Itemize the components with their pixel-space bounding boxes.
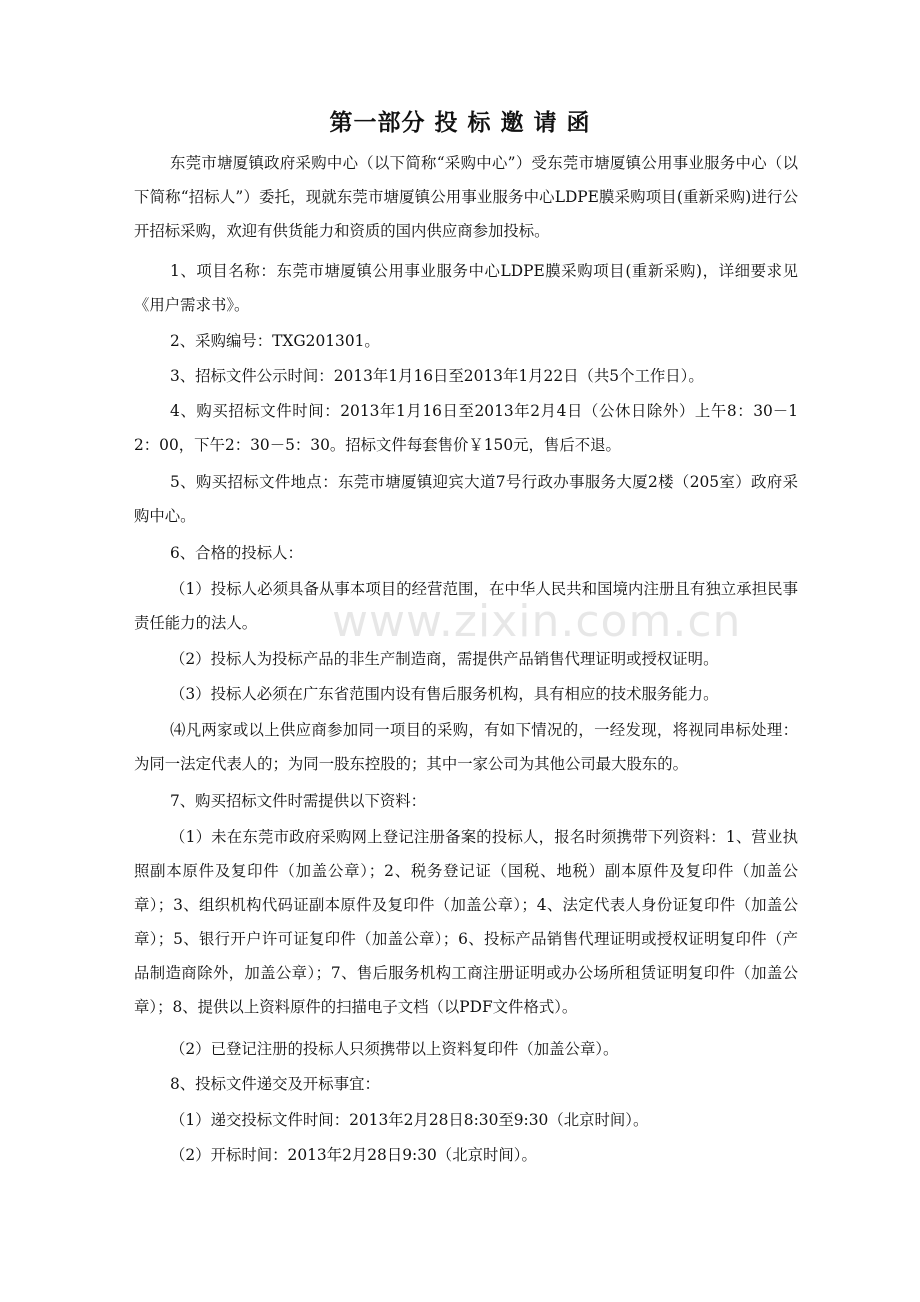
paragraph-item-6-4: ⑷凡两家或以上供应商参加同一项目的采购，有如下情况的，一经发现，将视同串标处理：为同一法定代表人的；为同一股东控股的；其中一家公司为其他公司最大股东的。 (134, 721, 798, 773)
paragraph-item-7-1: （1）未在东莞市政府采购网上登记注册备案的投标人，报名时须携带下列资料：1、营业执照副本原件及复印件（加盖公章）；2、税务登记证（国税、地税）副本原件及复印件（加盖公章）；3、组织机构代码证副本原件及复印件（加盖公章）；4、法定代表人身份证复印件（加盖公章）；5、银行开户许可证复印件（加盖公章）；6、投标产品销售代理证明或授权证明复印件（产品制造商除外，加盖公章）；7、售后服务机构工商注册证明或办公场所租赁证明复印件（加盖公章）；8、提供以上资料原件的扫描电子文档（以PDF文件格式）。 (134, 828, 798, 1016)
paragraph-intro: 东莞市塘厦镇政府采购中心（以下简称“采购中心”）受东莞市塘厦镇公用事业服务中心（以下简称“招标人”）委托，现就东莞市塘厦镇公用事业服务中心LDPE膜采购项目(重新采购)进行公开招标采购，欢迎有供货能力和资质的国内供应商参加投标。 (134, 154, 798, 240)
paragraph-item-7-2: （2）已登记注册的投标人只须携带以上资料复印件（加盖公章）。 (170, 1040, 619, 1058)
paragraph-item-3: 3、招标文件公示时间：2013年1月16日至2013年1月22日（共5个工作日）。 (170, 367, 704, 385)
paragraph-item-2: 2、采购编号：TXG201301。 (170, 332, 380, 350)
paragraph-item-4: 4、购买招标文件时间：2013年1月16日至2013年2月4日（公休日除外）上午8：30－12：00，下午2：30－5：30。招标文件每套售价￥150元，售后不退。 (134, 402, 798, 454)
paragraph-item-5: 5、购买招标文件地点：东莞市塘厦镇迎宾大道7号行政办事服务大厦2楼（205室）政府采购中心。 (134, 473, 798, 525)
paragraph-item-6-1: （1）投标人必须具备从事本项目的经营范围，在中华人民共和国境内注册且有独立承担民事责任能力的法人。 (134, 580, 798, 632)
paragraph-item-6-3: （3）投标人必须在广东省范围内设有售后服务机构，具有相应的技术服务能力。 (170, 685, 719, 703)
paragraph-item-8-1: （1）递交投标文件时间：2013年2月28日8:30至9:30（北京时间）。 (170, 1111, 649, 1129)
paragraph-item-1: 1、项目名称：东莞市塘厦镇公用事业服务中心LDPE膜采购项目(重新采购)，详细要求见《用户需求书》。 (134, 262, 798, 314)
paragraph-item-8-2: （2）开标时间：2013年2月28日9:30（北京时间）。 (170, 1146, 537, 1164)
paragraph-item-7: 7、购买招标文件时需提供以下资料： (170, 792, 427, 810)
paragraph-item-6-2: （2）投标人为投标产品的非生产制造商，需提供产品销售代理证明或授权证明。 (170, 650, 719, 668)
paragraph-item-6: 6、合格的投标人： (170, 544, 303, 562)
page-title: 第一部分 投 标 邀 请 函 (329, 110, 591, 136)
paragraph-item-8: 8、投标文件递交及开标事宜： (170, 1075, 380, 1093)
watermark: www.zixin.com.cn (332, 596, 742, 647)
